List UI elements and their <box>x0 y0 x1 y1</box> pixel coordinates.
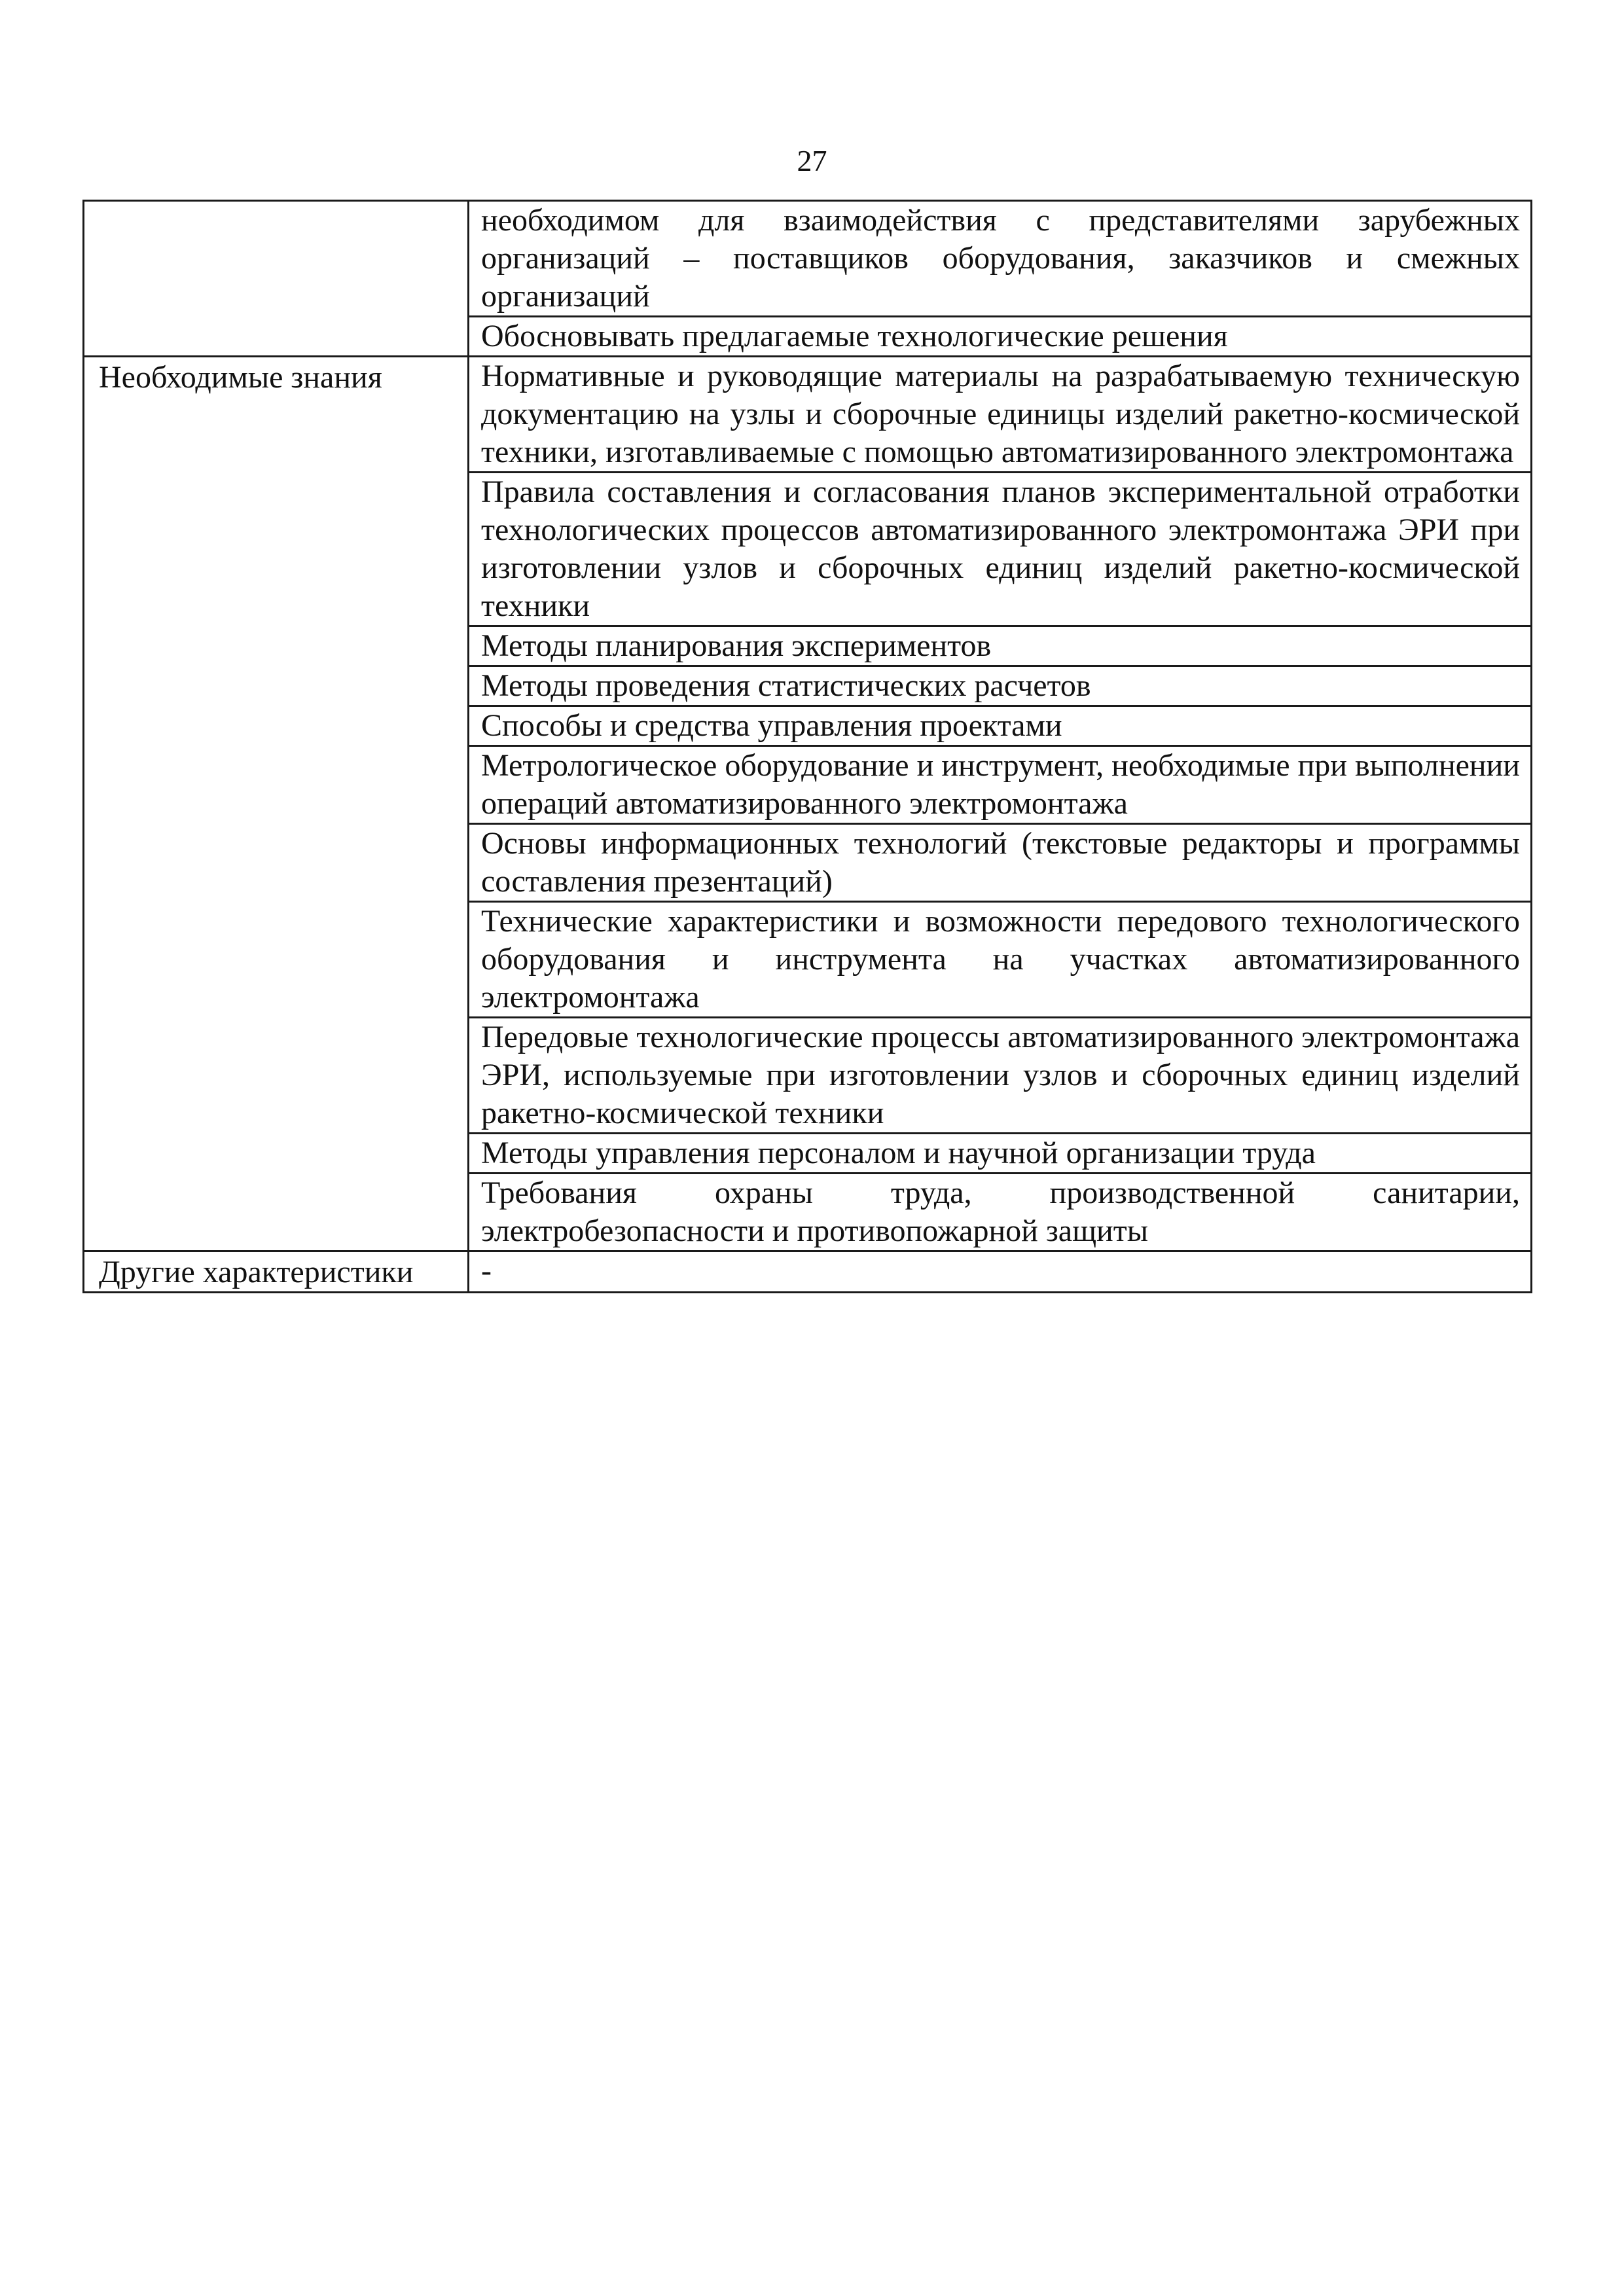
knowledge-item: Методы управления персоналом и научной организации труда <box>469 1134 1532 1174</box>
knowledge-label: Необходимые знания <box>84 357 469 1251</box>
knowledge-item: Технические характеристики и возможности передового технологического оборудования и инструмента на участках автоматизированного электромонтажа <box>469 902 1532 1018</box>
knowledge-item: Метрологическое оборудование и инструмент, необходимые при выполнении операций автоматизированного электромонтажа <box>469 746 1532 824</box>
knowledge-item: Требования охраны труда, производственной санитарии, электробезопасности и противопожарной защиты <box>469 1174 1532 1251</box>
knowledge-item: Основы информационных технологий (текстовые редакторы и программы составления презентаций) <box>469 824 1532 902</box>
table-row <box>84 357 1532 473</box>
skill-cell: необходимом для взаимодействия с представителями зарубежных организаций – поставщиков оборудования, заказчиков и смежных организаций <box>469 201 1532 317</box>
table-row <box>84 1251 1532 1293</box>
knowledge-item: Способы и средства управления проектами <box>469 706 1532 746</box>
knowledge-item: Правила составления и согласования планов экспериментальной отработки технологических процессов автоматизированного электромонтажа ЭРИ при изготовлении узлов и сборочных единиц изделий ракетно-космической техники <box>469 473 1532 626</box>
knowledge-item: Передовые технологические процессы автоматизированного электромонтажа ЭРИ, используемые при изготовлении узлов и сборочных единиц изделий ракетно-космической техники <box>469 1018 1532 1134</box>
knowledge-item: Методы проведения статистических расчетов <box>469 666 1532 706</box>
other-characteristics-label: Другие характеристики <box>84 1251 469 1293</box>
skill-cell: Обосновывать предлагаемые технологические решения <box>469 317 1532 357</box>
table-row <box>84 201 1532 317</box>
page-number: 27 <box>797 144 827 177</box>
knowledge-item: Нормативные и руководящие материалы на разрабатываемую техническую документацию на узлы и сборочные единицы изделий ракетно-космической техники, изготавливаемые с помощью автоматизированного электромонтажа <box>469 357 1532 473</box>
knowledge-item: Методы планирования экспериментов <box>469 626 1532 666</box>
empty-label-cell <box>84 201 469 357</box>
other-characteristics-value: - <box>469 1251 1532 1293</box>
qualification-table <box>82 200 1532 1293</box>
